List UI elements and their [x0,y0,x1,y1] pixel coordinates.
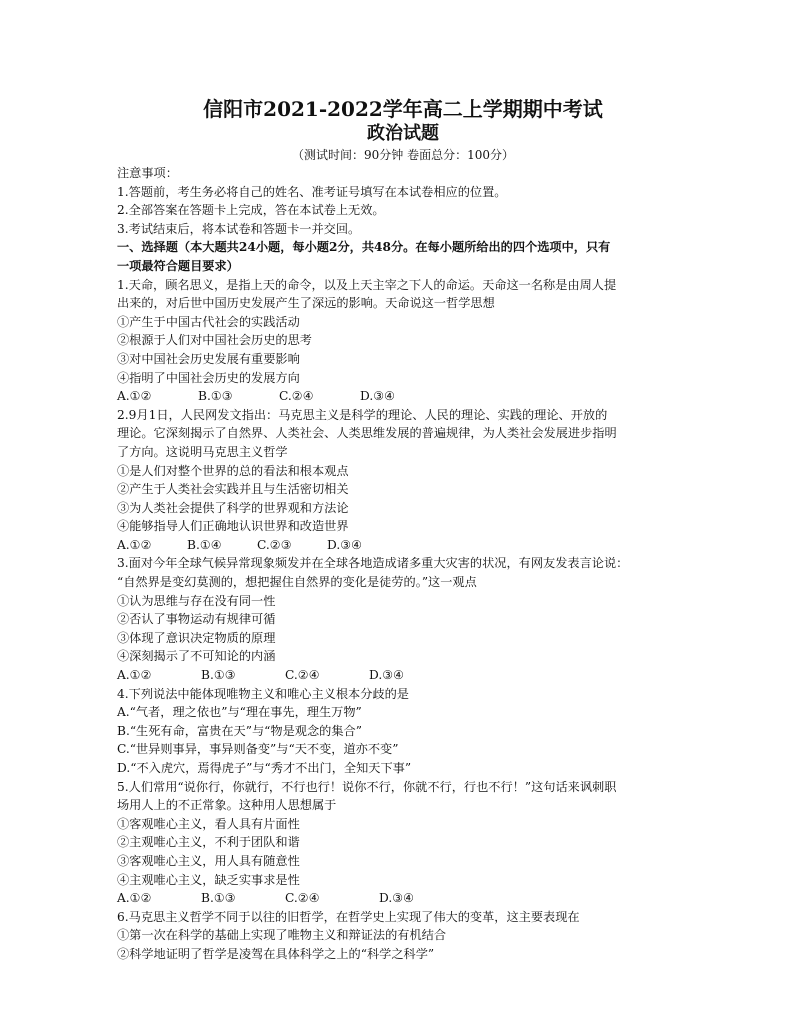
q2-stem-cont: 了方向。这说明马克思主义哲学 [117,444,288,459]
q5-statement: ②主观唯心主义，不利于团队和谐 [117,835,300,850]
note-item: 2.全部答案在答题卡上完成，答在本试卷上无效。 [117,203,385,218]
q3-statement: ①认为思维与存在没有同一性 [117,593,276,608]
q2-option-b: B.①④ [187,537,222,552]
q2-stem: 2.9月1日，人民网发文指出：马克思主义是科学的理论、人民的理论、实践的理论、开放的 [117,407,608,422]
q1-stem-cont: 出来的，对后世中国历史发展产生了深远的影响。天命说这一哲学思想 [117,296,495,311]
q4-option-d: D.“不入虎穴，焉得虎子”与“秀才不出门，全知天下事” [117,761,412,775]
q6-statement: ②科学地证明了哲学是凌驾在具体科学之上的“科学之科学” [117,946,435,961]
q4-option-b: B.“生死有命，富贵在天”与“物是观念的集合” [117,723,362,738]
q3-option-d: D.③④ [369,668,405,683]
q1-option-b: B.①③ [198,389,233,404]
exam-subtitle: 政治试题 [367,123,439,144]
q3-statement: ④深刻揭示了不可知论的内涵 [117,649,276,664]
q6-statement: ①第一次在科学的基础上实现了唯物主义和辩证法的有机结合 [117,928,447,943]
q3-stem-cont: “自然界是变幻莫测的，想把握住自然界的变化是徒劳的。”这一观点 [117,575,477,590]
q2-statement: ④能够指导人们正确地认识世界和改造世界 [117,519,349,534]
q3-options [117,666,689,685]
time-note: （测试时间：90分钟 卷面总分：100分） [292,148,514,162]
section-heading-cont: 一项最符合题目要求） [117,258,239,273]
q1-statement: ④指明了中国社会历史的发展方向 [117,370,300,385]
q1-statement: ①产生于中国古代社会的实践活动 [117,314,300,329]
q3-option-c: C.②④ [285,668,320,683]
q5-statement: ①客观唯心主义，看人具有片面性 [117,816,300,831]
q1-option-c: C.②④ [279,389,314,404]
section-heading: 一、选择题（本大题共24小题，每小题2分，共48分。在每小题所给出的四个选项中，只有 [117,240,611,255]
q4-option-c: C.“世异则事异，事异则备变”与“天不变，道亦不变” [117,742,399,757]
q1-option-a: A.①② [117,389,152,404]
q2-option-a: A.①② [117,537,152,552]
q2-statement: ②产生于人类社会实践并且与生活密切相关 [117,482,349,497]
q4-option-a: A.“气者，理之依也”与“理在事先，理生万物” [117,705,362,720]
q2-stem-cont: 理论。它深刻揭示了自然界、人类社会、人类思维发展的普遍规律，为人类社会发展进步指明 [117,426,617,441]
q6-stem: 6.马克思主义哲学不同于以往的旧哲学，在哲学史上实现了伟大的变革，这主要表现在 [117,909,580,924]
q2-options [117,536,689,555]
q2-statement: ①是人们对整个世界的总的看法和根本观点 [117,463,349,478]
q5-stem: 5.人们常用“说你行，你就行，不行也行！说你不行，你就不行，行也不行！”这句话来讽刺职 [117,779,617,794]
note-item: 3.考试结束后，将本试卷和答题卡一并交回。 [117,221,361,236]
q3-option-a: A.①② [117,668,152,683]
q5-options [117,889,689,908]
q1-stem: 1.天命，顾名思义，是指上天的命令，以及上天主宰之下人的命运。天命这一名称是由周人提 [117,277,617,292]
q1-statement: ②根源于人们对中国社会历史的思考 [117,333,312,348]
q5-option-d: D.③④ [379,891,415,906]
q3-statement: ②否认了事物运动有规律可循 [117,612,276,627]
notes-heading: 注意事项： [117,166,178,180]
q3-stem: 3.面对今年全球气候异常现象频发并在全球各地造成诸多重大灾害的状况，有网友发表言论说： [117,556,629,571]
q5-option-c: C.②④ [285,891,320,906]
q5-option-b: B.①③ [201,891,236,906]
q3-option-b: B.①③ [201,668,236,683]
q3-statement: ③体现了意识决定物质的原理 [117,630,276,645]
q5-statement: ③客观唯心主义，用人具有随意性 [117,853,300,868]
q4-stem: 4.下列说法中能体现唯物主义和唯心主义根本分歧的是 [117,686,409,701]
q1-statement: ③对中国社会历史发展有重要影响 [117,351,300,366]
q5-statement: ④主观唯心主义，缺乏实事求是性 [117,872,300,887]
q5-stem-cont: 场用人上的不正常象。这种用人思想属于 [117,798,337,813]
q1-options [117,387,689,406]
q1-option-d: D.③④ [360,389,396,404]
q2-statement: ③为人类社会提供了科学的世界观和方法论 [117,500,349,515]
exam-title: 信阳市2021-2022学年高二上学期期中考试 [203,97,603,121]
q2-option-c: C.②③ [257,537,292,552]
note-item: 1.答题前，考生务必将自己的姓名、准考证号填写在本试卷相应的位置。 [117,184,507,199]
exam-page [117,96,689,964]
q2-option-d: D.③④ [327,537,363,552]
q5-option-a: A.①② [117,891,152,906]
